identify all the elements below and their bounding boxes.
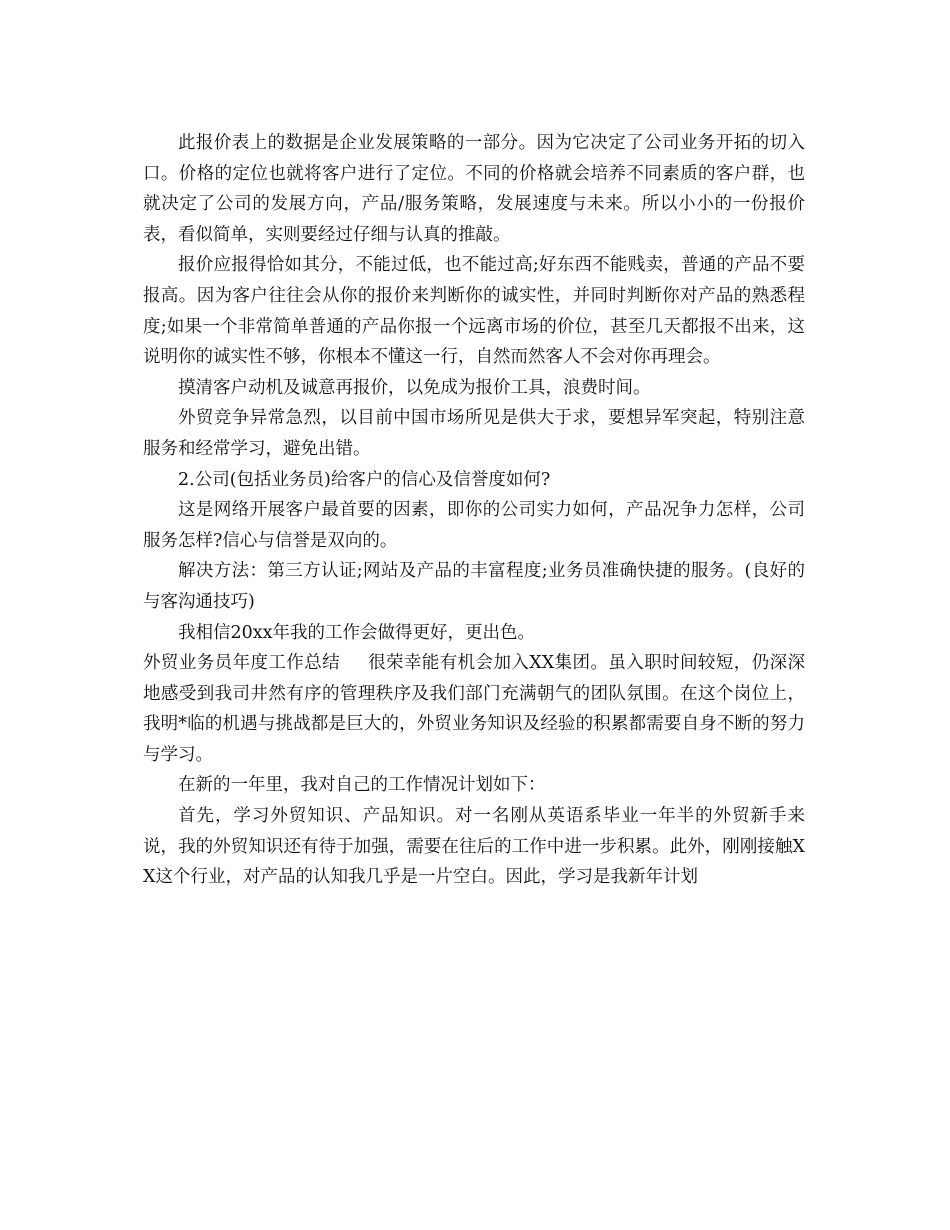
paragraph-question-2: 2.公司(包括业务员)给客户的信心及信誉度如何? (178, 469, 551, 490)
document-page (143, 128, 805, 893)
section-title: 外贸业务员年度工作总结 (143, 653, 341, 674)
paragraph-section-intro (143, 648, 805, 770)
paragraph-belief: 我相信20xx年我的工作会做得更好，更出色。 (178, 622, 536, 643)
paragraph-quote-pricing: 报价应报得恰如其分，不能过低，也不能过高;好东西不能贱卖，普通的产品不要报高。因为客户往往会从你的报价来判断你的诚实性，并同时判断你对产品的熟悉程度;如果一个非常简单普通的产品你报一个远离市场的价位，甚至几天都报不出来，这说明你的诚实性不够，你根本不懂这一行，自然而然客人不会对你再理会。 (143, 255, 805, 368)
paragraph-competition: 外贸竞争异常急烈，以目前中国市场所见是供大于求，要想异军突起，特别注意服务和经常学习，避免出错。 (143, 408, 805, 459)
paragraph-solution: 解决方法：第三方认证;网站及产品的丰富程度;业务员准确快捷的服务。(良好的与客沟通技巧) (143, 561, 805, 612)
paragraph-plan-first: 首先，学习外贸知识、产品知识。对一名刚从英语系毕业一年半的外贸新手来说，我的外贸知识还有待于加强，需要在往后的工作中进一步积累。此外，刚刚接触XX这个行业，对产品的认知我几乎是一片空白。因此，学习是我新年计划 (143, 806, 805, 888)
paragraph-network-factor: 这是网络开展客户最首要的因素，即你的公司实力如何，产品况争力怎样，公司服务怎样?信心与信誉是双向的。 (143, 500, 805, 551)
section-intro-text: 很荣幸能有机会加入XX集团。虽入职时间较短，仍深深地感受到我司井然有序的管理秩序及我们部门充满朝气的团队氛围。在这个岗位上，我明*临的机遇与挑战都是巨大的，外贸业务知识及经验的积累都需要自身不断的努力与学习。 (143, 653, 806, 765)
paragraph-plan-intro: 在新的一年里，我对自己的工作情况计划如下： (178, 775, 546, 796)
paragraph-quote-strategy: 此报价表上的数据是企业发展策略的一部分。因为它决定了公司业务开拓的切入口。价格的定位也就将客户进行了定位。不同的价格就会培养不同素质的客户群，也就决定了公司的发展方向，产品/服务策略，发展速度与未来。所以小小的一份报价表，看似简单，实则要经过仔细与认真的推敲。 (143, 133, 805, 245)
paragraph-client-motive: 摸清客户动机及诚意再报价，以免成为报价工具，浪费时间。 (178, 377, 651, 398)
